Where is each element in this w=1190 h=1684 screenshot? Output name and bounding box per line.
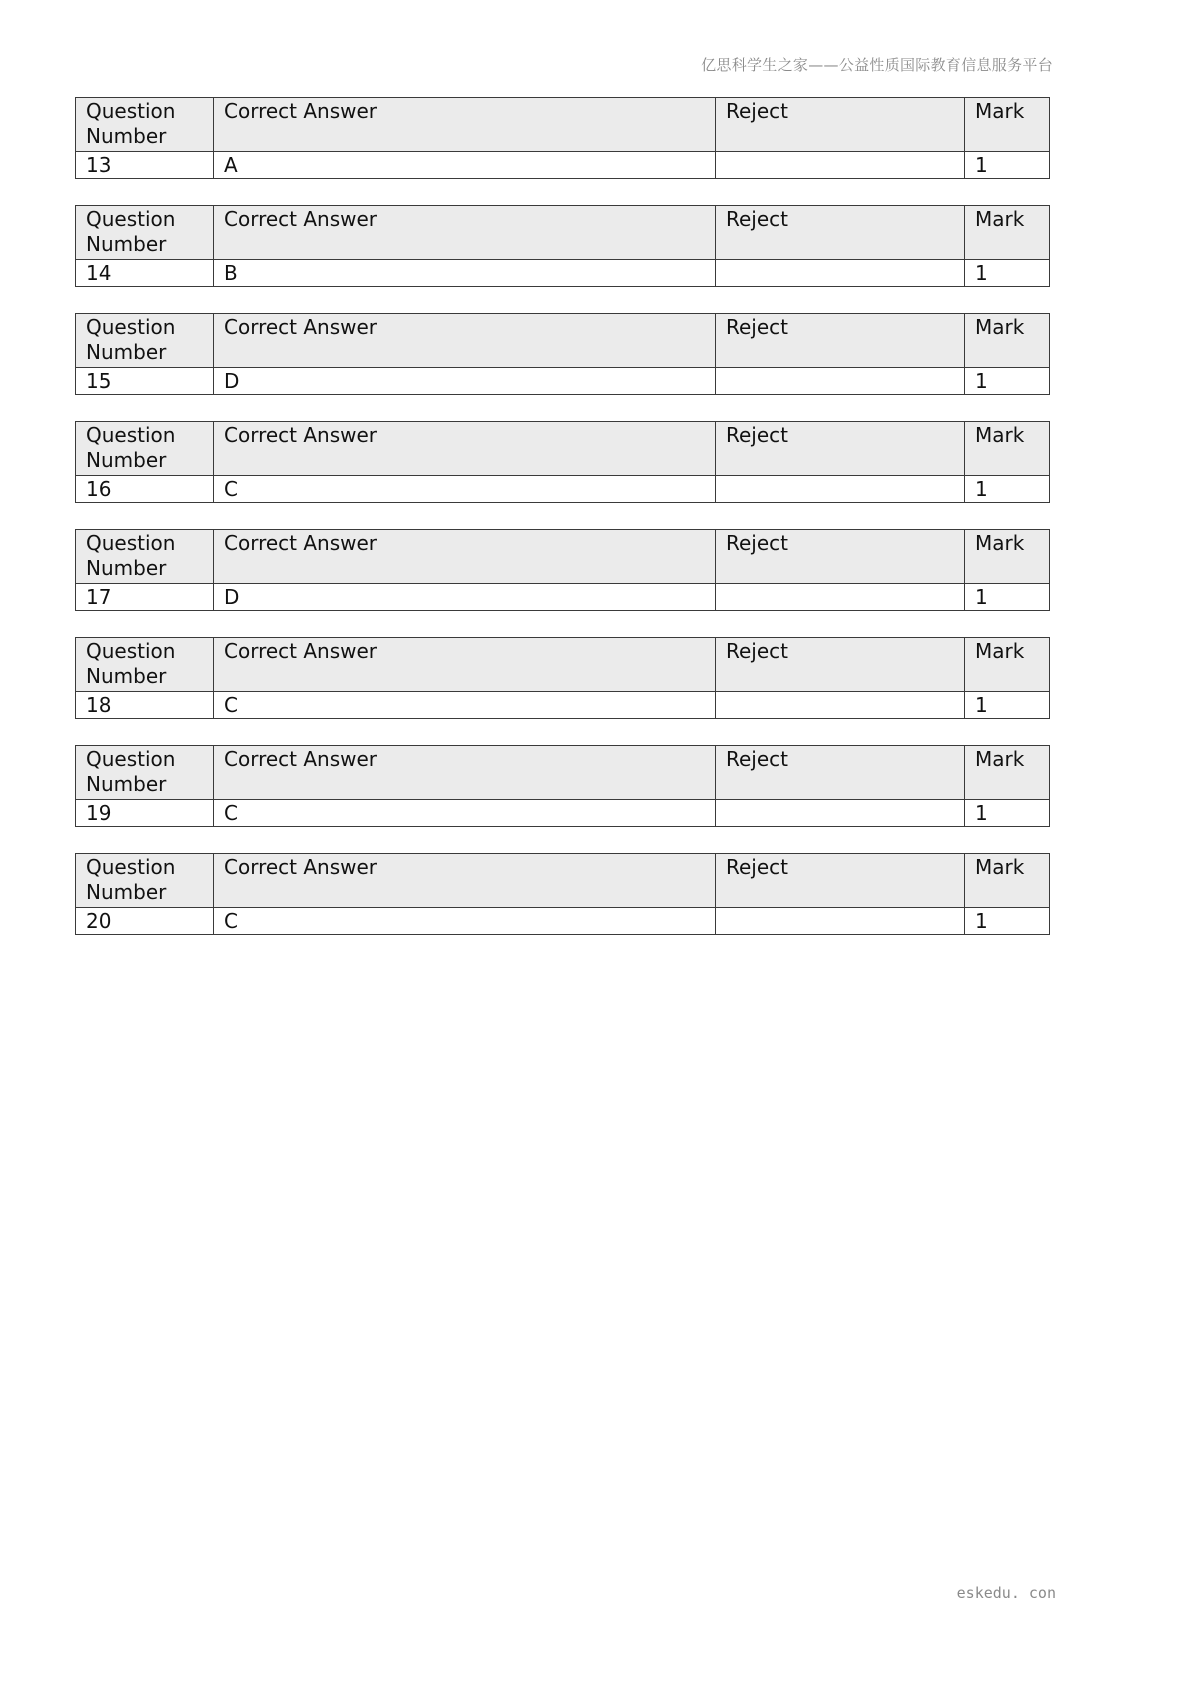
question-number-header: Question Number [76, 530, 214, 584]
answer-row [76, 692, 1050, 719]
mark-header: Mark [965, 854, 1050, 908]
question-number: 15 [76, 368, 214, 395]
mark-header: Mark [965, 638, 1050, 692]
correct-answer-header: Correct Answer [214, 422, 716, 476]
mark-value: 1 [965, 476, 1050, 503]
question-table [75, 97, 1050, 179]
answer-row [76, 908, 1050, 935]
mark-header: Mark [965, 314, 1050, 368]
question-number: 13 [76, 152, 214, 179]
page-footer: eskedu. con [956, 1584, 1056, 1602]
question-number-header: Question Number [76, 206, 214, 260]
header-row [76, 530, 1050, 584]
reject-header: Reject [716, 206, 965, 260]
question-number-header: Question Number [76, 314, 214, 368]
mark-header: Mark [965, 206, 1050, 260]
question-number-header: Question Number [76, 854, 214, 908]
header-row [76, 422, 1050, 476]
answer-row [76, 152, 1050, 179]
reject-header: Reject [716, 638, 965, 692]
correct-answer: C [214, 692, 716, 719]
header-row [76, 314, 1050, 368]
answer-row [76, 368, 1050, 395]
question-table [75, 205, 1050, 287]
question-table [75, 637, 1050, 719]
correct-answer-header: Correct Answer [214, 98, 716, 152]
reject-cell [716, 152, 965, 179]
correct-answer-header: Correct Answer [214, 854, 716, 908]
mark-value: 1 [965, 800, 1050, 827]
question-number-header: Question Number [76, 638, 214, 692]
reject-cell [716, 368, 965, 395]
mark-value: 1 [965, 152, 1050, 179]
correct-answer: C [214, 800, 716, 827]
answer-row [76, 584, 1050, 611]
mark-scheme-tables [75, 97, 1049, 961]
question-table [75, 853, 1050, 935]
correct-answer: A [214, 152, 716, 179]
correct-answer-header: Correct Answer [214, 746, 716, 800]
question-number: 19 [76, 800, 214, 827]
header-row [76, 746, 1050, 800]
mark-value: 1 [965, 260, 1050, 287]
reject-cell [716, 584, 965, 611]
answer-row [76, 476, 1050, 503]
correct-answer: C [214, 908, 716, 935]
correct-answer: B [214, 260, 716, 287]
reject-cell [716, 800, 965, 827]
question-number: 14 [76, 260, 214, 287]
correct-answer-header: Correct Answer [214, 206, 716, 260]
reject-cell [716, 908, 965, 935]
question-table [75, 421, 1050, 503]
correct-answer: C [214, 476, 716, 503]
reject-cell [716, 692, 965, 719]
question-table [75, 529, 1050, 611]
mark-value: 1 [965, 368, 1050, 395]
reject-cell [716, 260, 965, 287]
question-number-header: Question Number [76, 98, 214, 152]
header-row [76, 854, 1050, 908]
correct-answer: D [214, 584, 716, 611]
reject-header: Reject [716, 422, 965, 476]
question-number: 17 [76, 584, 214, 611]
header-row [76, 206, 1050, 260]
question-table [75, 745, 1050, 827]
question-number: 20 [76, 908, 214, 935]
question-number-header: Question Number [76, 746, 214, 800]
mark-value: 1 [965, 584, 1050, 611]
correct-answer-header: Correct Answer [214, 638, 716, 692]
header-row [76, 638, 1050, 692]
answer-row [76, 800, 1050, 827]
reject-cell [716, 476, 965, 503]
question-number: 16 [76, 476, 214, 503]
correct-answer: D [214, 368, 716, 395]
page-header: 亿思科学生之家——公益性质国际教育信息服务平台 [701, 56, 1053, 74]
mark-header: Mark [965, 98, 1050, 152]
mark-value: 1 [965, 692, 1050, 719]
header-row [76, 98, 1050, 152]
mark-header: Mark [965, 746, 1050, 800]
reject-header: Reject [716, 746, 965, 800]
question-number-header: Question Number [76, 422, 214, 476]
question-table [75, 313, 1050, 395]
reject-header: Reject [716, 854, 965, 908]
answer-row [76, 260, 1050, 287]
correct-answer-header: Correct Answer [214, 530, 716, 584]
question-number: 18 [76, 692, 214, 719]
mark-value: 1 [965, 908, 1050, 935]
mark-header: Mark [965, 422, 1050, 476]
reject-header: Reject [716, 314, 965, 368]
correct-answer-header: Correct Answer [214, 314, 716, 368]
reject-header: Reject [716, 530, 965, 584]
mark-header: Mark [965, 530, 1050, 584]
reject-header: Reject [716, 98, 965, 152]
